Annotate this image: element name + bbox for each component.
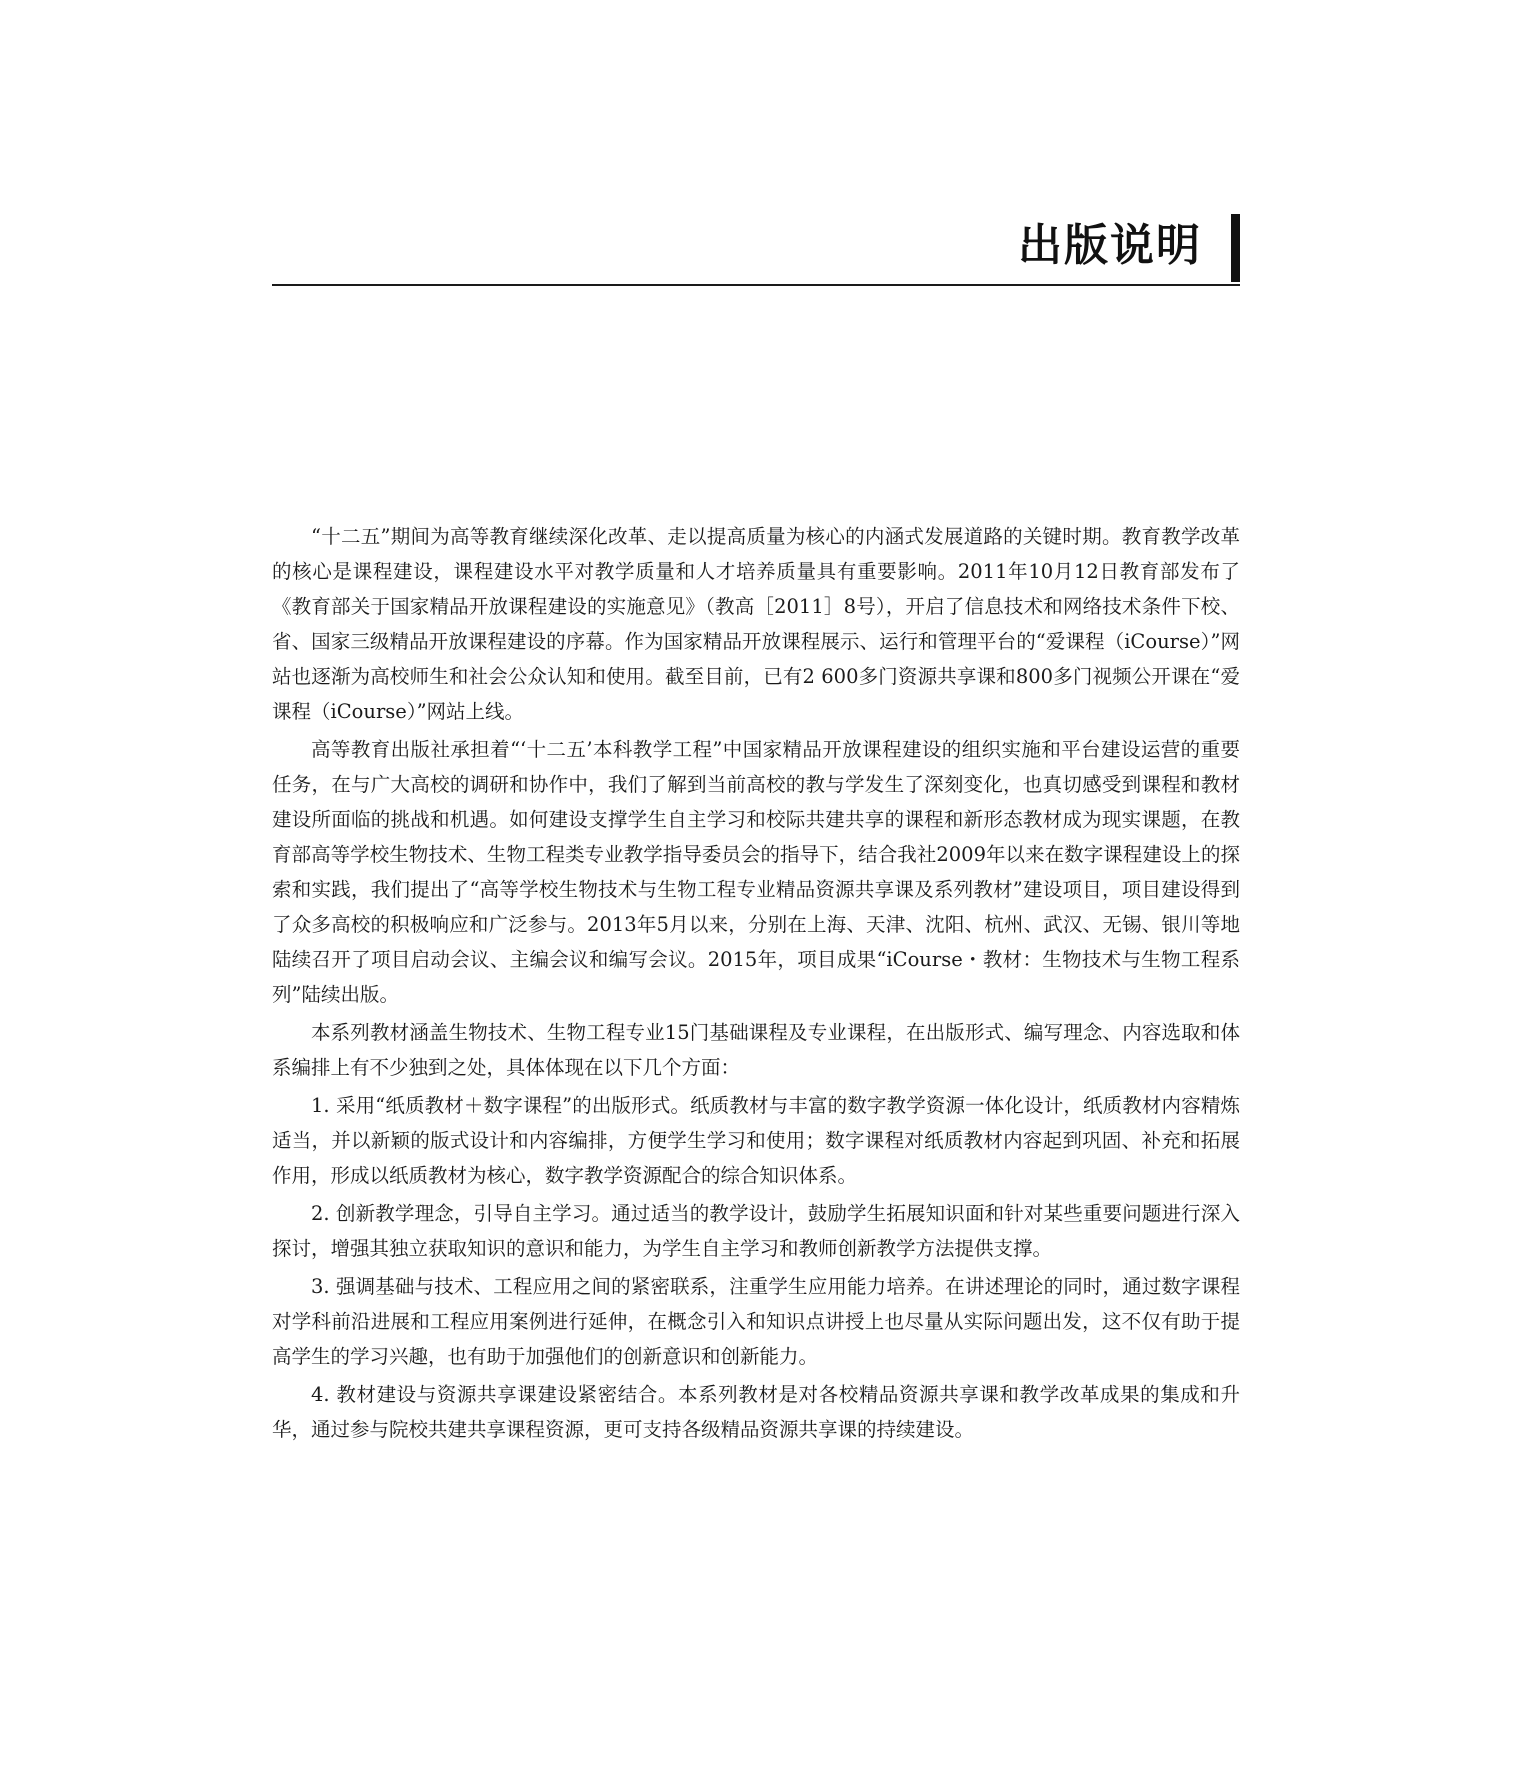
paragraph-feature-1: 1. 采用“纸质教材＋数字课程”的出版形式。纸质教材与丰富的数字教学资源一体化设计，纸质教材内容精炼适当，并以新颖的版式设计和内容编排，方便学生学习和使用；数字课程对纸质教材内容起到巩固、补充和拓展作用，形成以纸质教材为核心，数字教学资源配合的综合知识体系。 (272, 1094, 1240, 1187)
paragraph-project-background: 高等教育出版社承担着“‘十二五’本科教学工程”中国家精品开放课程建设的组织实施和平台建设运营的重要任务，在与广大高校的调研和协作中，我们了解到当前高校的教与学发生了深刻变化，也真切感受到课程和教材建设所面临的挑战和机遇。如何建设支撑学生自主学习和校际共建共享的课程和新形态教材成为现实课题，在教育部高等学校生物技术、生物工程类专业教学指导委员会的指导下，结合我社2009年以来在数字课程建设上的探索和实践，我们提出了“高等学校生物技术与生物工程专业精品资源共享课及系列教材”建设项目，项目建设得到了众多高校的积极响应和广泛参与。2013年5月以来，分别在上海、天津、沈阳、杭州、武汉、无锡、银川等地陆续召开了项目启动会议、主编会议和编写会议。2015年，项目成果“iCourse・教材：生物技术与生物工程系列”陆续出版。 (272, 738, 1240, 1006)
paragraph-feature-3: 3. 强调基础与技术、工程应用之间的紧密联系，注重学生应用能力培养。在讲述理论的同时，通过数字课程对学科前沿进展和工程应用案例进行延伸，在概念引入和知识点讲授上也尽量从实际问题出发，这不仅有助于提高学生的学习兴趣，也有助于加强他们的创新意识和创新能力。 (272, 1275, 1240, 1368)
page-header (272, 212, 1240, 286)
paragraph-series-overview: 本系列教材涵盖生物技术、生物工程专业15门基础课程及专业课程，在出版形式、编写理念、内容选取和体系编排上有不少独到之处，具体体现在以下几个方面： (272, 1021, 1240, 1079)
paragraph-intro: “十二五”期间为高等教育继续深化改革、走以提高质量为核心的内涵式发展道路的关键时期。教育教学改革的核心是课程建设，课程建设水平对教学质量和人才培养质量具有重要影响。2011年10月12日教育部发布了《教育部关于国家精品开放课程建设的实施意见》（教高［2011］8号），开启了信息技术和网络技术条件下校、省、国家三级精品开放课程建设的序幕。作为国家精品开放课程展示、运行和管理平台的“爱课程（iCourse）”网站也逐渐为高校师生和社会公众认知和使用。截至目前，已有2 600多门资源共享课和800多门视频公开课在“爱课程（iCourse）”网站上线。 (272, 525, 1240, 723)
page-title: 出版说明 (1018, 220, 1202, 271)
paragraph-feature-2: 2. 创新教学理念，引导自主学习。通过适当的教学设计，鼓励学生拓展知识面和针对某些重要问题进行深入探讨，增强其独立获取知识的意识和能力，为学生自主学习和教师创新教学方法提供支撑。 (272, 1202, 1240, 1260)
body-text (272, 519, 1240, 1450)
paragraph-feature-4: 4. 教材建设与资源共享课建设紧密结合。本系列教材是对各校精品资源共享课和教学改革成果的集成和升华，通过参与院校共建共享课程资源，更可支持各级精品资源共享课的持续建设。 (272, 1383, 1240, 1441)
title-accent-bar (1231, 214, 1240, 282)
